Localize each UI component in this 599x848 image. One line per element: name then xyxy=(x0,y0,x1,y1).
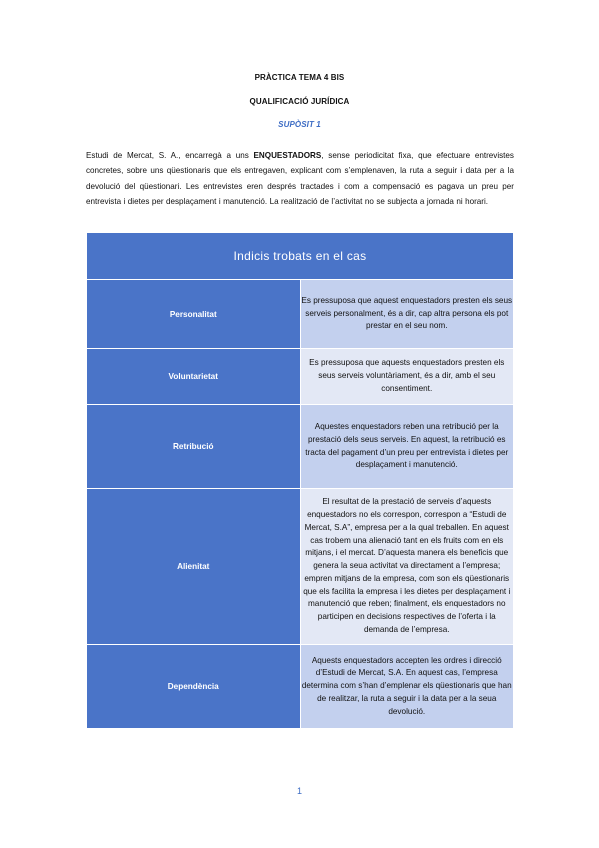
table-row xyxy=(87,349,514,405)
table-row xyxy=(87,405,514,489)
case-title: SUPÒSIT 1 xyxy=(278,120,321,129)
row-label-personalitat: Personalitat xyxy=(87,280,301,349)
row-label-alienitat: Alienitat xyxy=(87,489,301,645)
row-text-alienitat: El resultat de la prestació de serveis d’aquests enquestadors no els correspon, correspon a “Estudi de Mercat, S.A”, empresa per a la qual treballen. En aquest cas trobem una alienació tant en els fruits com en els mitjans, i el mercat. D’aquesta manera els beneficis que genera la seua activitat va directament a l’empresa; empren mitjans de la empresa, com son els qüestionaris que els facilita la empresa i les dietes per desplaçament i manutenció que reben; finalment, els enquestadors no participen en decisions respectives de l’oferta i la demanda de l’empresa. xyxy=(300,489,514,645)
intro-text-end: , sense periodicitat fixa, que efectuare entrevistes concretes, sobre uns qüestionaris que els entregaven, explicant com s’emplenaven, la ruta a seguir i data per a la devolució del qüestionari. Les entrevistes eren després tractades i com a compensació es pagava un preu per entrevista i dietes per desplaçament i manutenció. La realització de l’activitat no se subjecta a jornada ni horari. xyxy=(86,151,514,206)
row-text-voluntarietat: Es pressuposa que aquests enquestadors presten els seus serveis voluntàriament, és a dir, amb el seu consentiment. xyxy=(300,349,514,405)
intro-text-start: Estudi de Mercat, S. A., encarregà a uns xyxy=(86,151,254,161)
practice-title: PRÀCTICA TEMA 4 BIS xyxy=(254,73,345,82)
row-label-retribucio: Retribució xyxy=(87,405,301,489)
case-description xyxy=(86,148,514,209)
indicis-table xyxy=(86,232,514,729)
section-title: QUALIFICACIÓ JURÍDICA xyxy=(249,97,350,106)
intro-bold-term: ENQUESTADORS xyxy=(253,151,322,161)
table-row xyxy=(87,489,514,645)
row-text-personalitat: Es pressuposa que aquest enquestadors presten els seus serveis personalment, és a dir, cap altra persona els pot prestar en el seu nom. xyxy=(300,280,514,349)
row-label-dependencia: Dependència xyxy=(87,645,301,729)
row-text-dependencia: Aquests enquestadors accepten les ordres i direcció d’Estudi de Mercat, S.A. En aquest cas, l’empresa determina com s’han d’emplenar els qüestionaris que han de realitzar, la ruta a seguir i la data per a la seua devolució. xyxy=(300,645,514,729)
table-row xyxy=(87,645,514,729)
row-text-retribucio: Aquestes enquestadors reben una retribució per la prestació dels seus serveis. En aquest, la retribució es tracta del pagament d’un preu per entrevista i dietes per desplaçament i manutenció. xyxy=(300,405,514,489)
row-label-voluntarietat: Voluntarietat xyxy=(87,349,301,405)
page-number: 1 xyxy=(296,786,302,796)
table-title: Indicis trobats en el cas xyxy=(87,233,514,280)
table-row xyxy=(87,280,514,349)
